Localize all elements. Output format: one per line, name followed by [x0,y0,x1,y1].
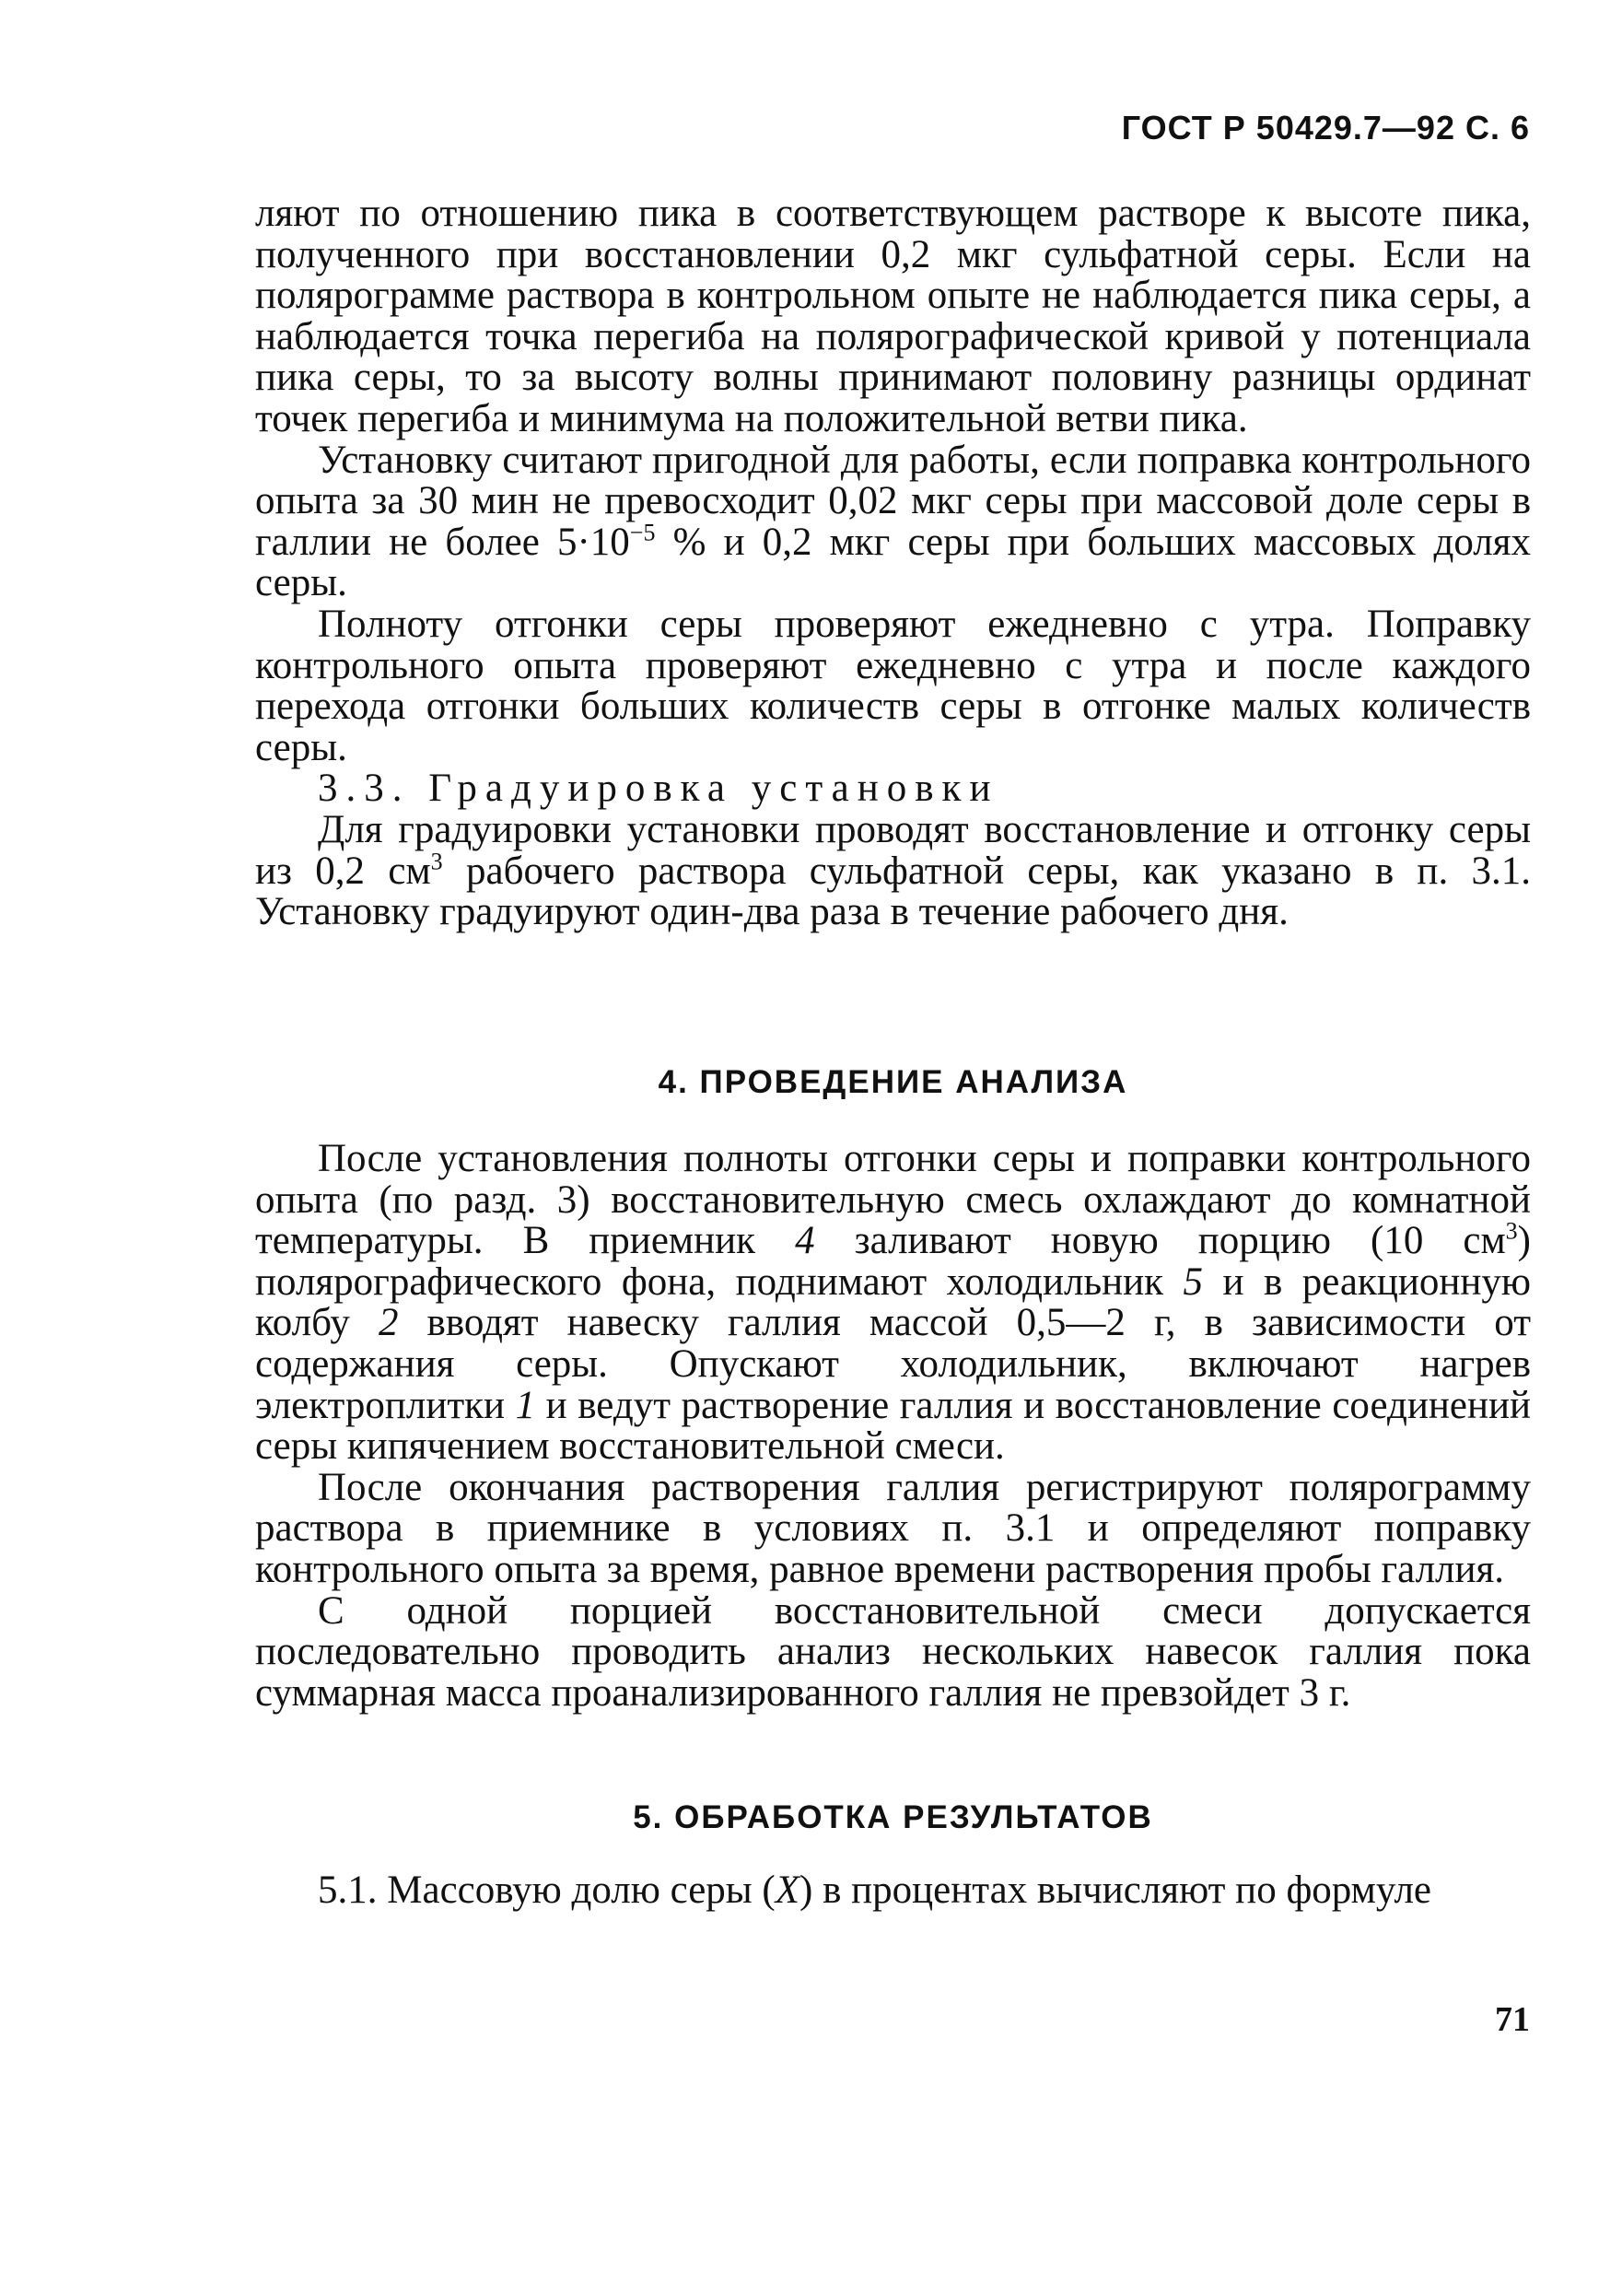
section5-body [255,1870,1531,1912]
subsection-heading: 3.3. Градуировка установки [318,767,999,811]
paragraph: С одной порцией восстановительной смеси допускается последовательно проводить анализ нескольких навесок галлия пока суммарная масса проанализированного галлия не превзойдет 3 г. [255,1588,1531,1715]
paragraph: Для градуировки установки проводят восстановление и отгонку серы из 0,2 $см^3$ рабочего раствора сульфатной серы, как указано в п. 3.1. Установку градуируют один-два раза в течение рабочего дня. [255,807,1532,934]
section4-body [255,1139,1531,1714]
paragraph: Полноту отгонки серы проверяют ежедневно с утра. Поправку контрольного опыта проверяют ежедневно с утра и после каждого перехода отгонки больших количеств серы в отгонке малых количеств серы. [255,602,1531,769]
paragraph: ляют по отношению пика в соответствующем растворе к высоте пика, полученного при восстановлении 0,2 мкг сульфатной серы. Если на полярограмме раствора в контрольном опыте не наблюдается пика серы, а наблюдается точка перегиба на полярографической кривой у потенциала пика серы, то за высоту волны принимают половину разницы ординат точек перегиба и минимума на положительной ветви пика. [255,192,1531,440]
section3-continuation [255,193,1531,933]
paragraph: 5.1. Массовую долю серы (X) в процентах вычисляют по формуле [318,1868,1432,1912]
paragraph: После установления полноты отгонки серы и поправки контрольного опыта (по разд. 3) восстановительную смесь охлаждают до комнатной температуры. В приемник 4 заливают новую порцию (10 $см^3$) полярографического фона, поднимают холодильник 5 и в реакционную колбу 2 вводят навеску галлия массой 0,5—2 г, в зависимости от содержания серы. Опускают холодильник, включают нагрев электроплитки 1 и ведут растворение галлия и восстановление соединений серы кипячением восстановительной смеси. [255,1137,1532,1469]
page-header: ГОСТ Р 50429.7—92 С. 6 [1121,109,1530,146]
page-number: 71 [1495,2000,1530,2039]
paragraph: Установку считают пригодной для работы, если поправка контрольного опыта за 30 мин не превосходит 0,02 мкг серы при массовой доле серы в галлии не более $5\cdot 10^{-5}$ % и 0,2 мкг серы при больших массовых долях серы. [255,438,1531,605]
section-heading: 4. ПРОВЕДЕНИЕ АНАЛИЗА [658,1064,1128,1100]
paragraph: После окончания растворения галлия регистрируют полярограмму раствора в приемнике в условиях п. 3.1 и определяют поправку контрольного опыта за время, равное времени растворения пробы галлия. [255,1465,1531,1591]
section-heading: 5. ОБРАБОТКА РЕЗУЛЬТАТОВ [633,1799,1153,1835]
